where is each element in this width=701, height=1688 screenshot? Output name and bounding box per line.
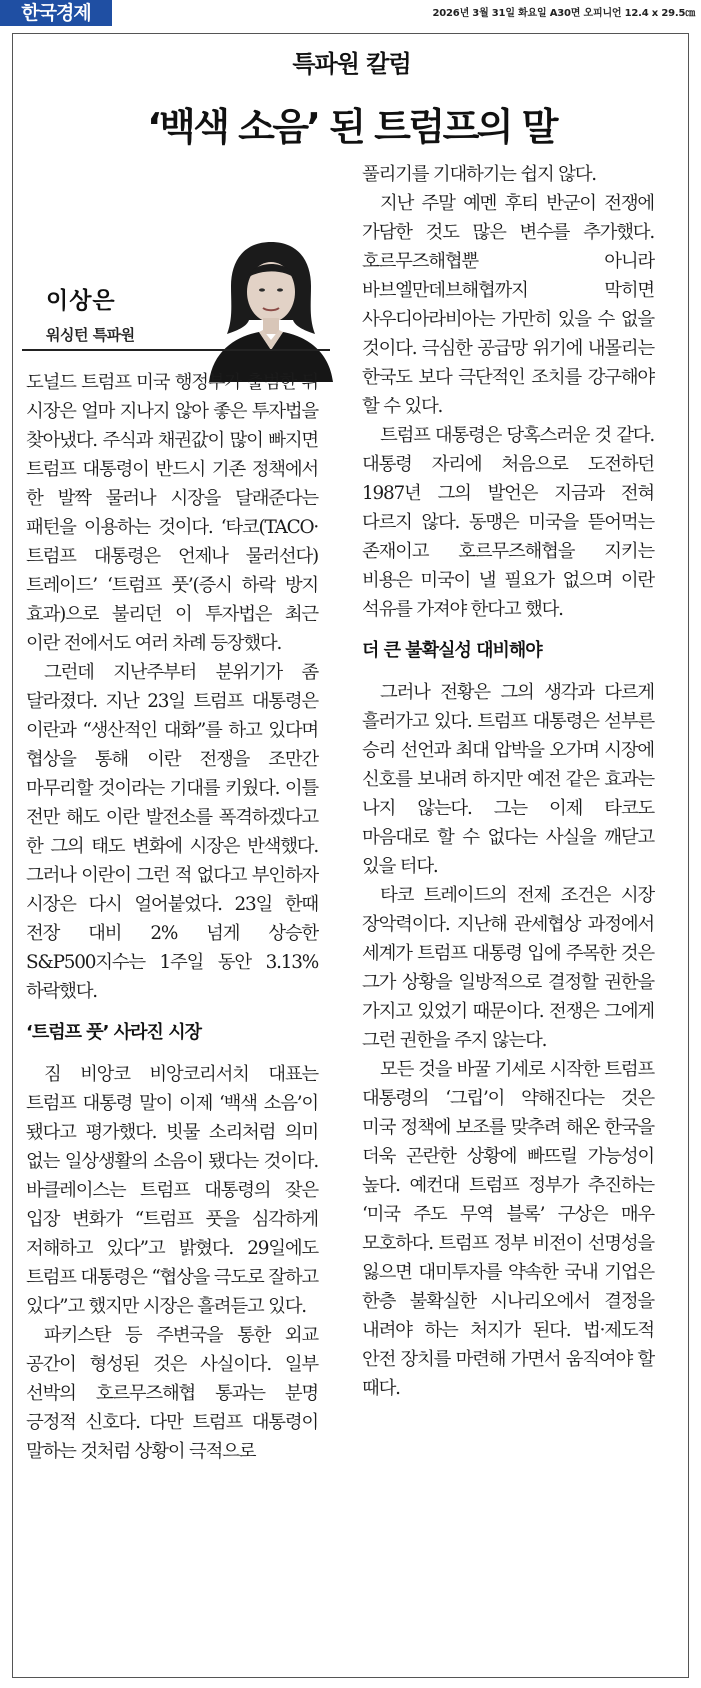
- author-name: 이상은: [46, 288, 116, 314]
- paragraph: 도널드 트럼프 미국 행정부가 출범한 뒤 시장은 얼마 지나지 않아 좋은 투자법을 찾아냈다. 주식과 채권값이 많이 빠지면 트럼프 대통령이 반드시 기존 정책에서 한 발짝 물러나 시장을 달래준다는 패턴을 이용하는 것이다. ‘타코(TACO·트럼프 대통령은 언제나 물러선다) 트레이드’ ‘트럼프 풋’(증시 하락 방지 효과)으로 불리던 이 투자법은 최근 이란 전에서도 여러 차례 등장했다.: [26, 372, 318, 654]
- paragraph: 모든 것을 바꿀 기세로 시작한 트럼프 대통령의 ‘그립’이 약해진다는 것은 미국 정책에 보조를 맞추려 해온 한국을 더욱 곤란한 상황에 빠뜨릴 가능성이 높다. 예컨대 트럼프 정부가 추진하는 ‘미국 주도 무역 블록’ 구상은 매우 모호하다. 트럼프 정부 비전이 선명성을 잃으면 대미투자를 약속한 국내 기업은 한층 불확실한 시나리오에서 결정을 내려야 하는 처지가 된다. 법·제도적 안전 장치를 마련해 가면서 움직여야 할 때다.: [362, 1059, 654, 1399]
- paragraph: 트럼프 대통령은 당혹스러운 것 같다. 대통령 자리에 처음으로 도전하던 1987년 그의 발언은 지금과 전혀 다르지 않다. 동맹은 미국을 뜯어먹는 존재이고 호르무즈해협을 지키는 비용은 미국이 낼 필요가 없으며 이란 석유를 가져야 한다고 했다.: [362, 425, 654, 620]
- right-column: [362, 160, 654, 1403]
- masthead: [0, 0, 701, 26]
- publication-info: 2026년 3월 31일 화요일 A30면 오피니언 12.4 x 29.5㎝: [432, 8, 695, 19]
- paragraph: 짐 비앙코 비앙코리서치 대표는 트럼프 대통령 말이 이제 ‘백색 소음’이 됐다고 평가했다. 빗물 소리처럼 의미 없는 일상생활의 소음이 됐다는 것이다. 바클레이스는 트럼프 대통령의 잦은 입장 변화가 “트럼프 풋을 심각하게 저해하고 있다”고 밝혔다. 29일에도 트럼프 대통령은 “협상을 극도로 잘하고 있다”고 했지만 시장은 흘려듣고 있다.: [26, 1064, 318, 1317]
- paragraph: 그러나 전황은 그의 생각과 다르게 흘러가고 있다. 트럼프 대통령은 섣부른 승리 선언과 최대 압박을 오가며 시장에 신호를 보내려 하지만 예전 같은 효과는 나지 않는다. 그는 이제 타코도 마음대로 할 수 없다는 사실을 깨닫고 있을 터다.: [362, 682, 654, 877]
- paragraph: 그런데 지난주부터 분위기가 좀 달라졌다. 지난 23일 트럼프 대통령은 이란과 “생산적인 대화”를 하고 있다며 협상을 통해 이란 전쟁을 조만간 마무리할 것이라는 기대를 키웠다. 이틀 전만 해도 이란 발전소를 폭격하겠다고 한 그의 태도 변화에 시장은 반색했다. 그러나 이란이 그런 적 없다고 부인하자 시장은 다시 얼어붙었다. 23일 한때 전장 대비 2% 넘게 상승한 S&P500지수는 1주일 동안 3.13% 하락했다.: [26, 662, 318, 1002]
- byline-divider: [22, 349, 330, 351]
- column-kicker: 특파원 칼럼: [292, 50, 411, 78]
- section-subhead: ‘트럼프 풋’ 사라진 시장: [26, 1022, 201, 1043]
- paragraph: 파키스탄 등 주변국을 통한 외교 공간이 형성된 것은 사실이다. 일부 선박의 호르무즈해협 통과는 분명 긍정적 신호다. 다만 트럼프 대통령이 말하는 것처럼 상황이 극적으로: [26, 1325, 318, 1462]
- left-column: [26, 368, 318, 1466]
- paragraph: 풀리기를 기대하기는 쉽지 않다.: [362, 164, 596, 185]
- author-title: 워싱턴 특파원: [46, 326, 135, 344]
- newspaper-logo: 한국경제: [0, 0, 112, 26]
- article-headline: ‘백색 소음’ 된 트럼프의 말: [147, 105, 556, 149]
- author-portrait: [203, 234, 339, 382]
- section-subhead: 더 큰 불확실성 대비해야: [362, 640, 542, 661]
- paragraph: 지난 주말 예멘 후티 반군이 전쟁에 가담한 것도 많은 변수를 추가했다. 호르무즈해협뿐 아니라 바브엘만데브해협까지 막히면 사우디아라비아는 가만히 있을 수 없을 것이다. 극심한 공급망 위기에 내몰리는 한국도 보다 극단적인 조치를 강구해야 할 수 있다.: [362, 193, 654, 417]
- byline: [35, 184, 343, 384]
- paragraph: 타코 트레이드의 전제 조건은 시장 장악력이다. 지난해 관세협상 과정에서 세계가 트럼프 대통령 입에 주목한 것은 그가 상황을 일방적으로 결정할 권한을 가지고 있었기 때문이다. 전쟁은 그에게 그런 권한을 주지 않는다.: [362, 885, 654, 1051]
